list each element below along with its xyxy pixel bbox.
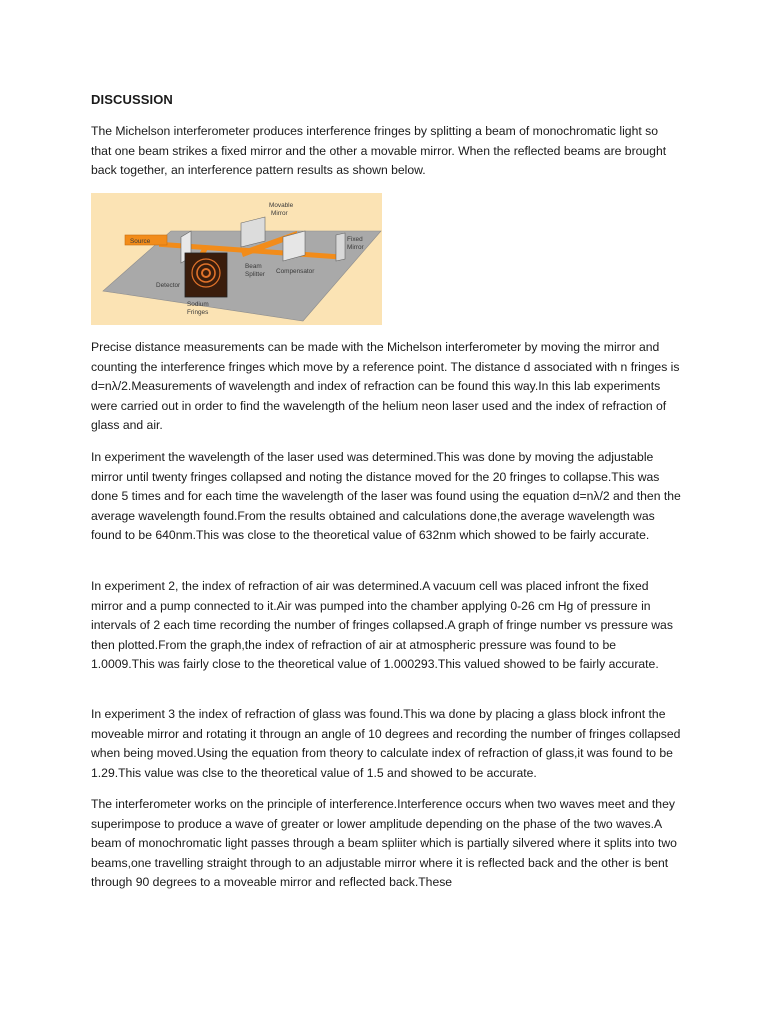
label-sodium-2: Fringes — [187, 309, 209, 316]
fixed-mirror — [336, 233, 345, 261]
label-movable-1: Movable — [269, 202, 294, 209]
label-movable-2: Mirror — [271, 210, 288, 217]
label-fixed-2: Mirror — [347, 244, 364, 251]
label-source: Source — [130, 238, 151, 245]
label-beam-1: Beam — [245, 263, 262, 270]
label-fixed-1: Fixed — [347, 236, 363, 243]
interferometer-diagram — [91, 193, 382, 325]
label-compensator: Compensator — [276, 268, 315, 275]
label-sodium-1: Sodium — [187, 301, 209, 308]
paragraph-experiment-2: In experiment 2, the index of refraction of air was determined.A vacuum cell was placed infront the fixed mirror and a pump connected to it.Air was pumped into the chamber applying 0-26 cm Hg of pressure in intervals of 2 each time recording the number of fringes collapsed.A graph of fringe number vs pressure was then plotted.From the graph,the index of refraction of air at atmospheric pressure was found to be 1.0009.This was fairly close to the theoretical value of 1.000293.This valued showed to be fairly accurate. — [91, 579, 673, 672]
label-detector: Detector — [156, 282, 181, 289]
label-beam-2: Splitter — [245, 271, 265, 278]
paragraph-experiment-3: In experiment 3 the index of refraction of glass was found.This wa done by placing a glass block infront the moveable mirror and rotating it througn an angle of 10 degrees and recording the number of fringes collapsed when being moved.Using the equation from theory to calculate index of refraction of glass,it was found to be 1.29.This value was clse to the theoretical value of 1.5 and showed to be accurate. — [91, 707, 681, 780]
paragraph-interference: The interferometer works on the principle of interference.Interference occurs when two waves meet and they superimpose to produce a wave of greater or lower amplitude depending on the phase of the two waves.A beam of monochromatic light passes through a beam spliiter which is partially silvered where it splits into two beams,one travelling straight through to an adjustable mirror where it is reflected back and the other is bent through 90 degrees to a moveable mirror and reflected back.These — [91, 797, 677, 890]
section-heading: DISCUSSION — [91, 92, 173, 107]
detector-screen — [185, 253, 227, 297]
paragraph-measurements: Precise distance measurements can be made with the Michelson interferometer by moving the mirror and counting the interference fringes which move by a reference point. The distance d associated with n fringes is d=nλ/2.Measurements of wavelength and index of refraction can be found this way.In this lab experiments were carried out in order to find the wavelength of the helium neon laser used and the index of refraction of glass and air. — [91, 340, 680, 433]
paragraph-experiment-1: In experiment the wavelength of the laser used was determined.This was done by moving the adjustable mirror until twenty fringes collapsed and noting the distance moved for the 20 fringes to collapse.This was done 5 times and for each time the wavelength of the laser was found using the equation d=nλ/2 and then the average wavelength found.From the results obtained and calculations done,the average wavelength was found to be 640nm.This was close to the theoretical value of 632nm which showed to be fairly accurate. — [91, 450, 681, 543]
paragraph-intro: The Michelson interferometer produces interference fringes by splitting a beam of monochromatic light so that one beam strikes a fixed mirror and the other a movable mirror. When the reflected beams are brought back together, an interference pattern results as shown below. — [91, 124, 667, 178]
